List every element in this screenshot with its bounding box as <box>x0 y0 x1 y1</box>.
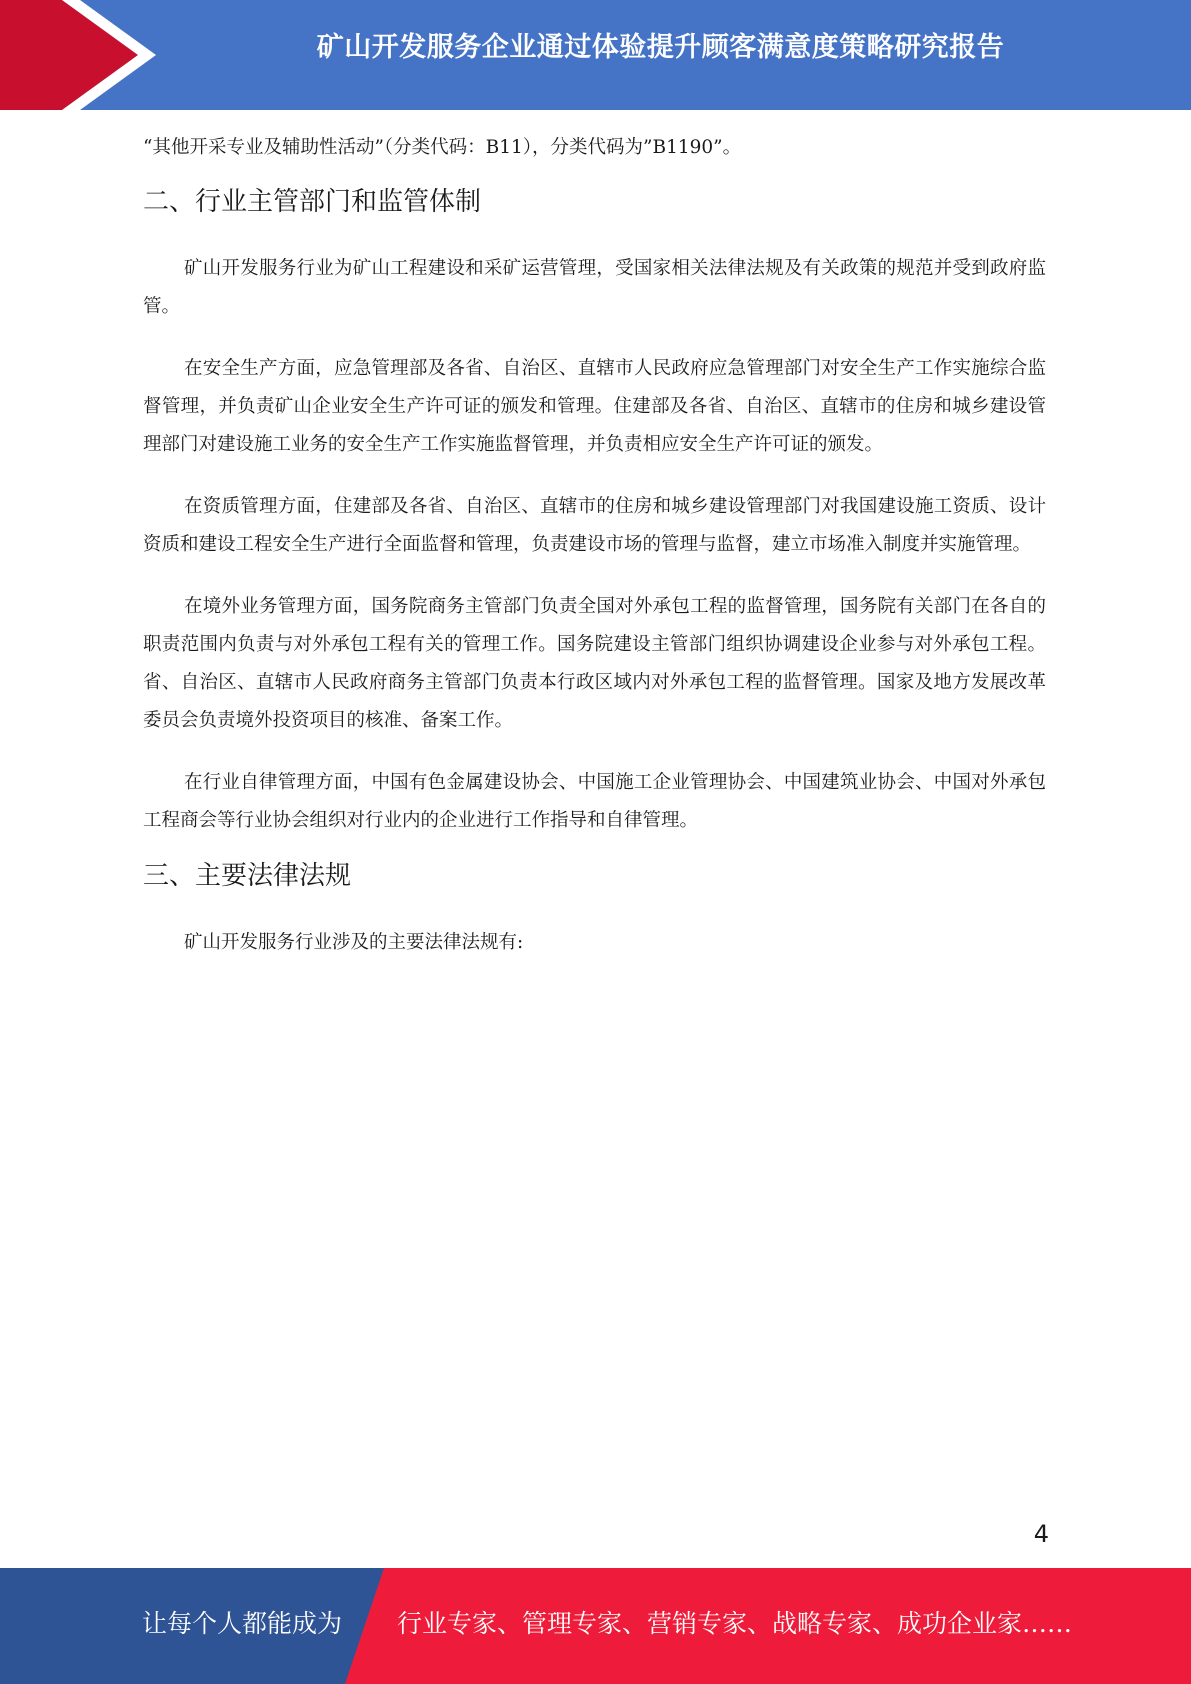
continuation-line: “其他开采专业及辅助性活动”（分类代码：B11），分类代码为”B1190”。 <box>143 137 742 158</box>
page-content <box>143 128 1046 962</box>
document-title: 矿山开发服务企业通过体验提升顾客满意度策略研究报告 <box>316 32 1005 63</box>
paragraph: 矿山开发服务行业涉及的主要法律法规有: <box>184 932 524 953</box>
paragraph: 在资质管理方面，住建部及各省、自治区、直辖市的住房和城乡建设管理部门对我国建设施工资质、设计资质和建设工程安全生产进行全面监督和管理，负责建设市场的管理与监督，建立市场准入制度并实施管理。 <box>143 496 1046 555</box>
section-heading-regulation: 二、行业主管部门和监管体制 <box>143 187 482 217</box>
paragraph: 在安全生产方面，应急管理部及各省、自治区、直辖市人民政府应急管理部门对安全生产工作实施综合监督管理，并负责矿山企业安全生产许可证的颁发和管理。住建部及各省、自治区、直辖市的住房和城乡建设管理部门对建设施工业务的安全生产工作实施监督管理，并负责相应安全生产许可证的颁发。 <box>143 358 1046 455</box>
paragraph: 在行业自律管理方面，中国有色金属建设协会、中国施工企业管理协会、中国建筑业协会、中国对外承包工程商会等行业协会组织对行业内的企业进行工作指导和自律管理。 <box>143 772 1046 831</box>
header-band <box>0 0 1191 110</box>
chevron-arrow-icon <box>0 0 160 110</box>
paragraph: 矿山开发服务行业为矿山工程建设和采矿运营管理，受国家相关法律法规及有关政策的规范并受到政府监管。 <box>143 258 1046 317</box>
footer-slogan-right: 行业专家、管理专家、营销专家、战略专家、成功企业家…… <box>397 1609 1073 1638</box>
footer-slogan-left: 让每个人都能成为 <box>142 1609 343 1638</box>
paragraph: 在境外业务管理方面，国务院商务主管部门负责全国对外承包工程的监督管理，国务院有关部门在各自的职责范围内负责与对外承包工程有关的管理工作。国务院建设主管部门组织协调建设企业参与对外承包工程。省、自治区、直辖市人民政府商务主管部门负责本行政区域内对外承包工程的监督管理。国家及地方发展改革委员会负责境外投资项目的核准、备案工作。 <box>143 596 1046 731</box>
section-heading-laws: 三、主要法律法规 <box>143 861 352 891</box>
page-number: 4 <box>1033 1520 1049 1548</box>
footer-band <box>0 1568 1191 1684</box>
